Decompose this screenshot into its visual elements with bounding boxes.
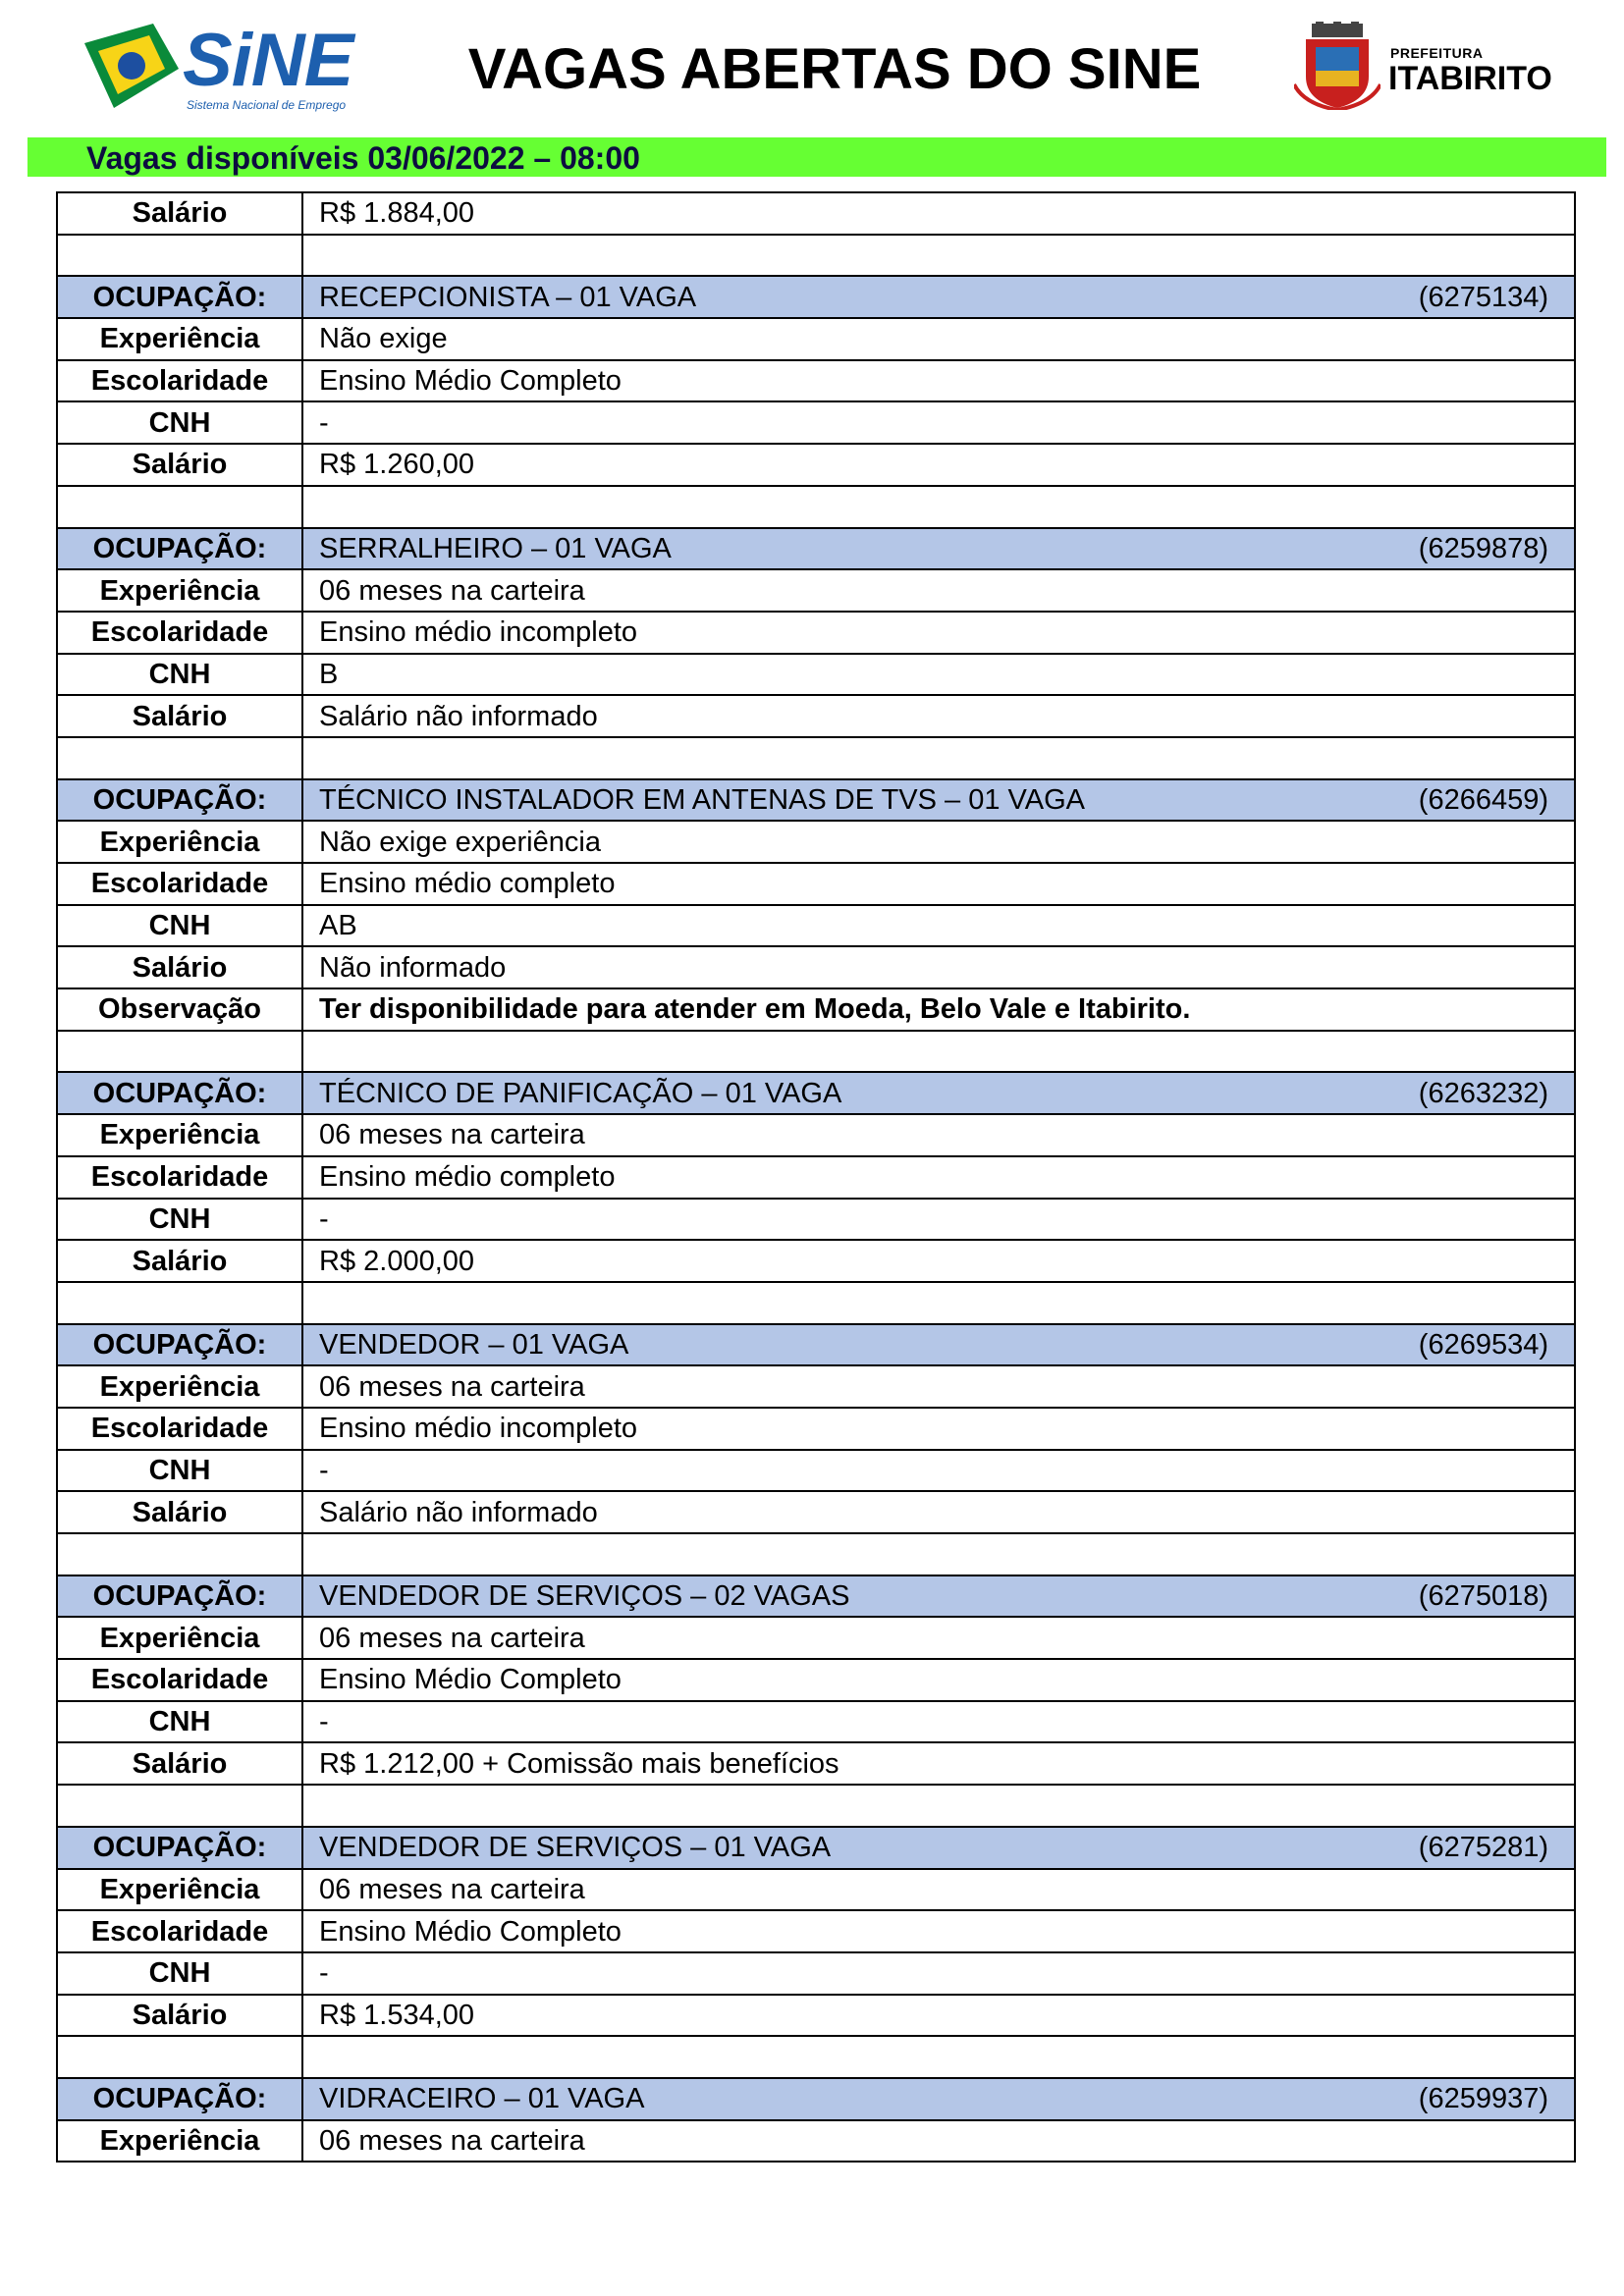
field-value: - <box>302 1701 1575 1743</box>
field-label: Experiência <box>57 1869 302 1911</box>
occupation-row <box>57 2078 1575 2120</box>
occupation-cell <box>302 1827 1575 1869</box>
sine-logo-tagline: Sistema Nacional de Emprego <box>187 98 347 112</box>
field-value: 06 meses na carteira <box>302 1617 1575 1659</box>
field-label: CNH <box>57 401 302 444</box>
field-value: R$ 2.000,00 <box>302 1240 1575 1282</box>
spacer-cell <box>302 1282 1575 1324</box>
field-label: Experiência <box>57 821 302 863</box>
coat-of-arms-icon <box>1294 22 1380 110</box>
field-value: Ensino Médio Completo <box>302 1910 1575 1952</box>
spacer-cell <box>302 737 1575 779</box>
field-value: Ensino Médio Completo <box>302 1659 1575 1701</box>
occupation-label: OCUPAÇÃO: <box>57 1324 302 1366</box>
field-label: CNH <box>57 905 302 947</box>
occupation-label: OCUPAÇÃO: <box>57 1072 302 1114</box>
field-row <box>57 2120 1575 2163</box>
spacer-cell <box>302 486 1575 528</box>
date-banner <box>27 137 1606 177</box>
occupation-title: TÉCNICO INSTALADOR EM ANTENAS DE TVS – 01 VAGA <box>319 783 1085 816</box>
field-row <box>57 318 1575 360</box>
occupation-content <box>319 1078 1574 1109</box>
occupation-content <box>319 784 1574 816</box>
field-value: Não informado <box>302 946 1575 988</box>
field-label: Experiência <box>57 1114 302 1156</box>
field-value: B <box>302 654 1575 696</box>
field-row <box>57 1742 1575 1785</box>
spacer-cell <box>57 1533 302 1575</box>
field-value: 06 meses na carteira <box>302 1869 1575 1911</box>
occupation-content <box>319 1832 1574 1863</box>
field-value: R$ 1.534,00 <box>302 1995 1575 2037</box>
field-value: R$ 1.260,00 <box>302 444 1575 486</box>
field-row <box>57 1995 1575 2037</box>
occupation-row <box>57 1324 1575 1366</box>
field-value: 06 meses na carteira <box>302 569 1575 612</box>
occupation-title: SERRALHEIRO – 01 VAGA <box>319 532 672 564</box>
field-value: Salário não informado <box>302 1491 1575 1533</box>
field-row <box>57 1701 1575 1743</box>
field-value: R$ 1.884,00 <box>302 192 1575 235</box>
field-row <box>57 1240 1575 1282</box>
spacer-cell <box>57 1282 302 1324</box>
field-label: Salário <box>57 695 302 737</box>
field-value: - <box>302 401 1575 444</box>
field-value: Ensino médio completo <box>302 863 1575 905</box>
field-value: Não exige <box>302 318 1575 360</box>
field-row <box>57 1869 1575 1911</box>
field-row <box>57 1659 1575 1701</box>
spacer-cell <box>57 235 302 277</box>
occupation-row <box>57 1827 1575 1869</box>
field-row <box>57 863 1575 905</box>
field-row <box>57 1156 1575 1199</box>
occupation-row <box>57 779 1575 822</box>
occupation-cell <box>302 528 1575 570</box>
field-label: CNH <box>57 654 302 696</box>
field-label: Experiência <box>57 1365 302 1408</box>
field-value: 06 meses na carteira <box>302 2120 1575 2163</box>
field-value: - <box>302 1952 1575 1995</box>
city-name: ITABIRITO <box>1388 60 1552 97</box>
field-value: Ensino Médio Completo <box>302 360 1575 402</box>
spacer-row <box>57 1785 1575 1827</box>
field-label: Salário <box>57 1491 302 1533</box>
field-row <box>57 1952 1575 1995</box>
page-header <box>0 0 1624 137</box>
occupation-row <box>57 528 1575 570</box>
field-row <box>57 401 1575 444</box>
occupation-row <box>57 1575 1575 1618</box>
field-row <box>57 192 1575 235</box>
spacer-cell <box>57 2036 302 2078</box>
spacer-cell <box>57 1031 302 1073</box>
field-label: CNH <box>57 1701 302 1743</box>
spacer-row <box>57 2036 1575 2078</box>
spacer-cell <box>57 737 302 779</box>
field-row <box>57 612 1575 654</box>
field-row <box>57 821 1575 863</box>
occupation-code: (6269534) <box>1418 1328 1548 1361</box>
field-value: Não exige experiência <box>302 821 1575 863</box>
field-row <box>57 1617 1575 1659</box>
field-row <box>57 1199 1575 1241</box>
occupation-title: VENDEDOR – 01 VAGA <box>319 1328 629 1361</box>
spacer-cell <box>57 1785 302 1827</box>
occupation-content <box>319 2083 1574 2114</box>
field-value: 06 meses na carteira <box>302 1114 1575 1156</box>
field-label: CNH <box>57 1952 302 1995</box>
field-label: Escolaridade <box>57 612 302 654</box>
occupation-title: TÉCNICO DE PANIFICAÇÃO – 01 VAGA <box>319 1077 842 1109</box>
field-value: AB <box>302 905 1575 947</box>
occupation-title: RECEPCIONISTA – 01 VAGA <box>319 281 697 313</box>
field-row <box>57 654 1575 696</box>
occupation-code: (6266459) <box>1418 783 1548 816</box>
occupation-label: OCUPAÇÃO: <box>57 1575 302 1618</box>
page-title: VAGAS ABERTAS DO SINE <box>467 37 1202 101</box>
field-label: Observação <box>57 988 302 1031</box>
occupation-cell <box>302 276 1575 318</box>
occupation-code: (6275018) <box>1418 1580 1548 1613</box>
field-row <box>57 946 1575 988</box>
spacer-row <box>57 737 1575 779</box>
field-value: Ter disponibilidade para atender em Moeda, Belo Vale e Itabirito. <box>302 988 1575 1031</box>
spacer-row <box>57 1031 1575 1073</box>
field-label: Salário <box>57 1742 302 1785</box>
field-row <box>57 444 1575 486</box>
date-banner-text: Vagas disponíveis 03/06/2022 – 08:00 <box>86 140 640 176</box>
occupation-content <box>319 282 1574 313</box>
field-value: Ensino médio completo <box>302 1156 1575 1199</box>
brazil-flag-icon <box>84 24 179 108</box>
spacer-cell <box>302 1533 1575 1575</box>
occupation-content <box>319 1580 1574 1612</box>
field-label: Escolaridade <box>57 360 302 402</box>
occupation-cell <box>302 779 1575 822</box>
occupation-label: OCUPAÇÃO: <box>57 276 302 318</box>
occupation-code: (6275134) <box>1418 281 1548 313</box>
occupation-cell <box>302 1072 1575 1114</box>
field-value: - <box>302 1450 1575 1492</box>
field-row <box>57 1910 1575 1952</box>
field-row <box>57 360 1575 402</box>
field-label: Salário <box>57 444 302 486</box>
spacer-cell <box>302 2036 1575 2078</box>
field-row <box>57 569 1575 612</box>
jobs-table-container <box>56 191 1574 2163</box>
field-row <box>57 1408 1575 1450</box>
occupation-code: (6259878) <box>1418 532 1548 564</box>
occupation-cell <box>302 2078 1575 2120</box>
occupation-content <box>319 533 1574 564</box>
occupation-code: (6275281) <box>1418 1832 1548 1864</box>
field-row <box>57 988 1575 1031</box>
field-label: Salário <box>57 946 302 988</box>
field-row <box>57 1365 1575 1408</box>
field-label: Salário <box>57 192 302 235</box>
field-label: CNH <box>57 1450 302 1492</box>
field-row <box>57 1491 1575 1533</box>
field-value: - <box>302 1199 1575 1241</box>
sine-logo <box>84 19 369 114</box>
occupation-label: OCUPAÇÃO: <box>57 1827 302 1869</box>
occupation-title: VENDEDOR DE SERVIÇOS – 01 VAGA <box>319 1832 832 1864</box>
spacer-cell <box>302 235 1575 277</box>
occupation-title: VENDEDOR DE SERVIÇOS – 02 VAGAS <box>319 1580 850 1613</box>
field-label: Escolaridade <box>57 1156 302 1199</box>
field-value: Ensino médio incompleto <box>302 1408 1575 1450</box>
occupation-title: VIDRACEIRO – 01 VAGA <box>319 2083 645 2115</box>
spacer-row <box>57 235 1575 277</box>
field-label: CNH <box>57 1199 302 1241</box>
field-row <box>57 905 1575 947</box>
jobs-table <box>56 191 1576 2163</box>
spacer-row <box>57 486 1575 528</box>
spacer-cell <box>302 1031 1575 1073</box>
occupation-label: OCUPAÇÃO: <box>57 2078 302 2120</box>
field-label: Salário <box>57 1240 302 1282</box>
occupation-code: (6263232) <box>1418 1077 1548 1109</box>
field-value: 06 meses na carteira <box>302 1365 1575 1408</box>
spacer-row <box>57 1533 1575 1575</box>
field-label: Escolaridade <box>57 1910 302 1952</box>
occupation-row <box>57 1072 1575 1114</box>
field-value: Ensino médio incompleto <box>302 612 1575 654</box>
field-row <box>57 1114 1575 1156</box>
field-label: Escolaridade <box>57 1408 302 1450</box>
field-label: Escolaridade <box>57 1659 302 1701</box>
field-label: Experiência <box>57 318 302 360</box>
occupation-cell <box>302 1324 1575 1366</box>
field-value: Salário não informado <box>302 695 1575 737</box>
occupation-cell <box>302 1575 1575 1618</box>
occupation-label: OCUPAÇÃO: <box>57 528 302 570</box>
occupation-row <box>57 276 1575 318</box>
field-value: R$ 1.212,00 + Comissão mais benefícios <box>302 1742 1575 1785</box>
field-row <box>57 695 1575 737</box>
field-row <box>57 1450 1575 1492</box>
occupation-label: OCUPAÇÃO: <box>57 779 302 822</box>
spacer-cell <box>57 486 302 528</box>
field-label: Experiência <box>57 1617 302 1659</box>
spacer-cell <box>302 1785 1575 1827</box>
occupation-content <box>319 1329 1574 1361</box>
sine-logo-text: SiNE <box>183 19 353 102</box>
field-label: Experiência <box>57 2120 302 2163</box>
prefeitura-logo <box>1294 22 1552 112</box>
spacer-row <box>57 1282 1575 1324</box>
field-label: Escolaridade <box>57 863 302 905</box>
prefeitura-label: PREFEITURA <box>1390 45 1484 61</box>
occupation-code: (6259937) <box>1418 2083 1548 2115</box>
field-label: Salário <box>57 1995 302 2037</box>
field-label: Experiência <box>57 569 302 612</box>
